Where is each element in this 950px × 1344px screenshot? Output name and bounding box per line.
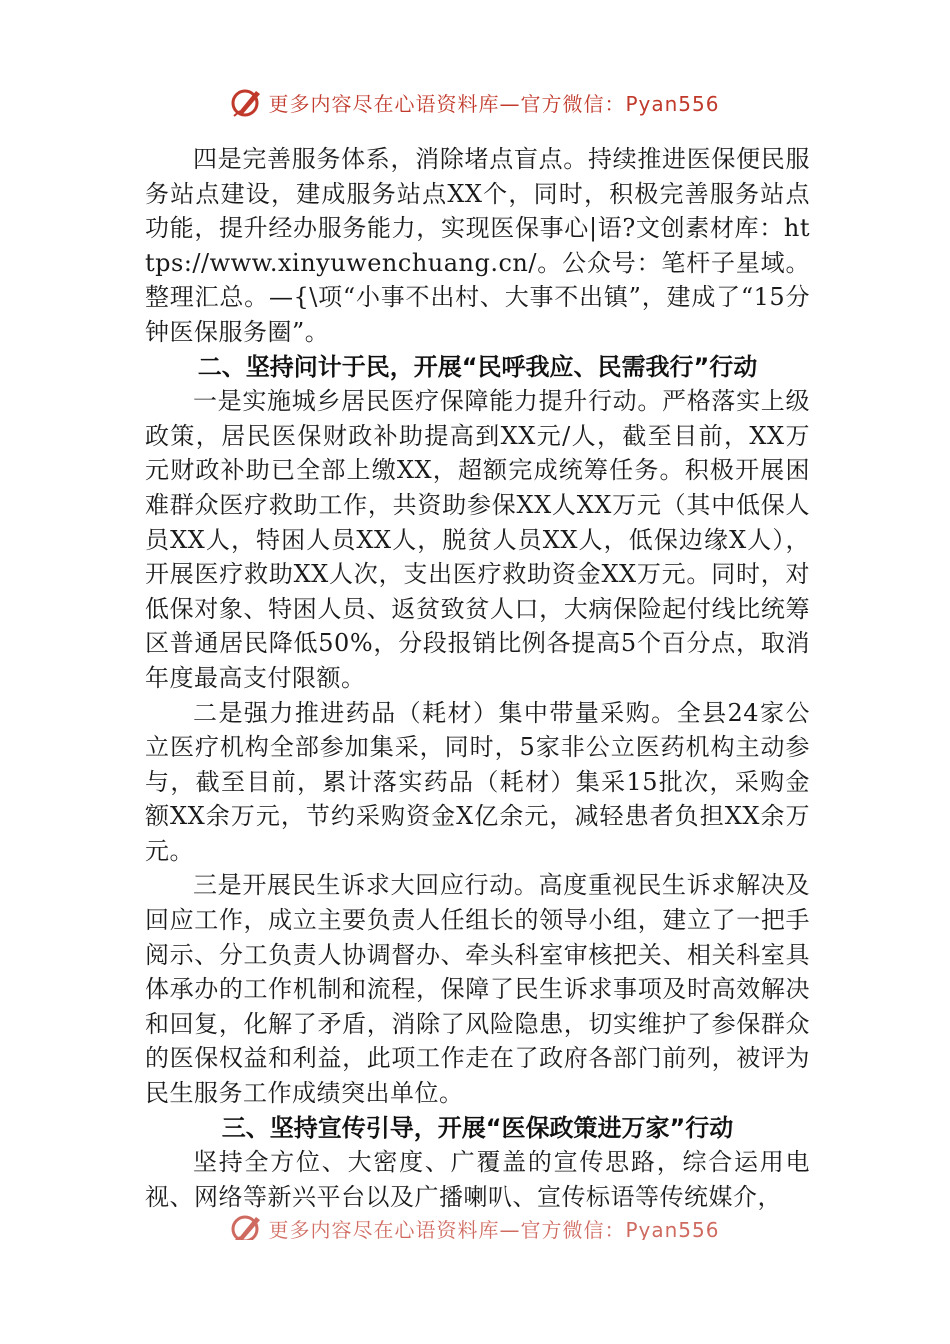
section-heading-3: 三、坚持宣传引导，开展“医保政策进万家”行动	[221, 1113, 734, 1142]
header-watermark	[0, 82, 950, 122]
footer-watermark	[0, 1200, 950, 1240]
paragraph-medical-protection: 一是实施城乡居民医疗保障能力提升行动。严格落实上级政策，居民医保财政补助提高到XX元/人，截至目前，XX万元财政补助已全部上缴XX，超额完成统筹任务。积极开展困难群众医疗救助工作，共资助参保XX人XX万元（其中低保人员XX人，特困人员XX人，脱贫人员XX人，低保边缘X人），开展医疗救助XX人次，支出医疗救助资金XX万元。同时，对低保对象、特困人员、返贫致贫人口，大病保险起付线比统筹区普通居民降低50%，分段报销比例各提高5个百分点，取消年度最高支付限额。	[145, 387, 810, 692]
paragraph-public-response: 三是开展民生诉求大回应行动。高度重视民生诉求解决及回应工作，成立主要负责人任组长的领导小组，建立了一把手阅示、分工负责人协调督办、牵头科室审核把关、相关科室具体承办的工作机制和流程，保障了民生诉求事项及时高效解决和回复，化解了矛盾，消除了风险隐患，切实维护了参保群众的医保权益和利益，此项工作走在了政府各部门前列，被评为民生服务工作成绩突出单位。	[145, 871, 810, 1108]
pen-logo-icon	[230, 85, 264, 119]
section-heading-2: 二、坚持问计于民，开展“民呼我应、民需我行”行动	[197, 352, 758, 381]
paragraph-service-system: 四是完善服务体系，消除堵点盲点。持续推进医保便民服务站点建设，建成服务站点XX个，同时，积极完善服务站点功能，提升经办服务能力，实现医保事心|语?文创素材库：https://www.xinyuwenchuang.cn/。公众号：笔杆子星域。整理汇总。—{\项“小事不出村、大事不出镇”，建成了“15分钟医保服务圈”。	[145, 145, 810, 346]
header-watermark-text: 更多内容尽在心语资料库—官方微信：Pyan556	[268, 91, 720, 116]
pen-logo-icon	[230, 1211, 264, 1240]
paragraph-publicity: 坚持全方位、大密度、广覆盖的宣传思路，综合运用电视、网络等新兴平台以及广播喇叭、宣传标语等传统媒介，	[145, 1148, 810, 1211]
paragraph-procurement: 二是强力推进药品（耗材）集中带量采购。全县24家公立医疗机构全部参加集采，同时，5家非公立医药机构主动参与，截至目前，累计落实药品（耗材）集采15批次，采购金额XX余万元，节约采购资金X亿余元，减轻患者负担XX余万元。	[145, 698, 810, 865]
document-body	[145, 142, 810, 1214]
footer-watermark-text: 更多内容尽在心语资料库—官方微信：Pyan556	[268, 1217, 720, 1240]
